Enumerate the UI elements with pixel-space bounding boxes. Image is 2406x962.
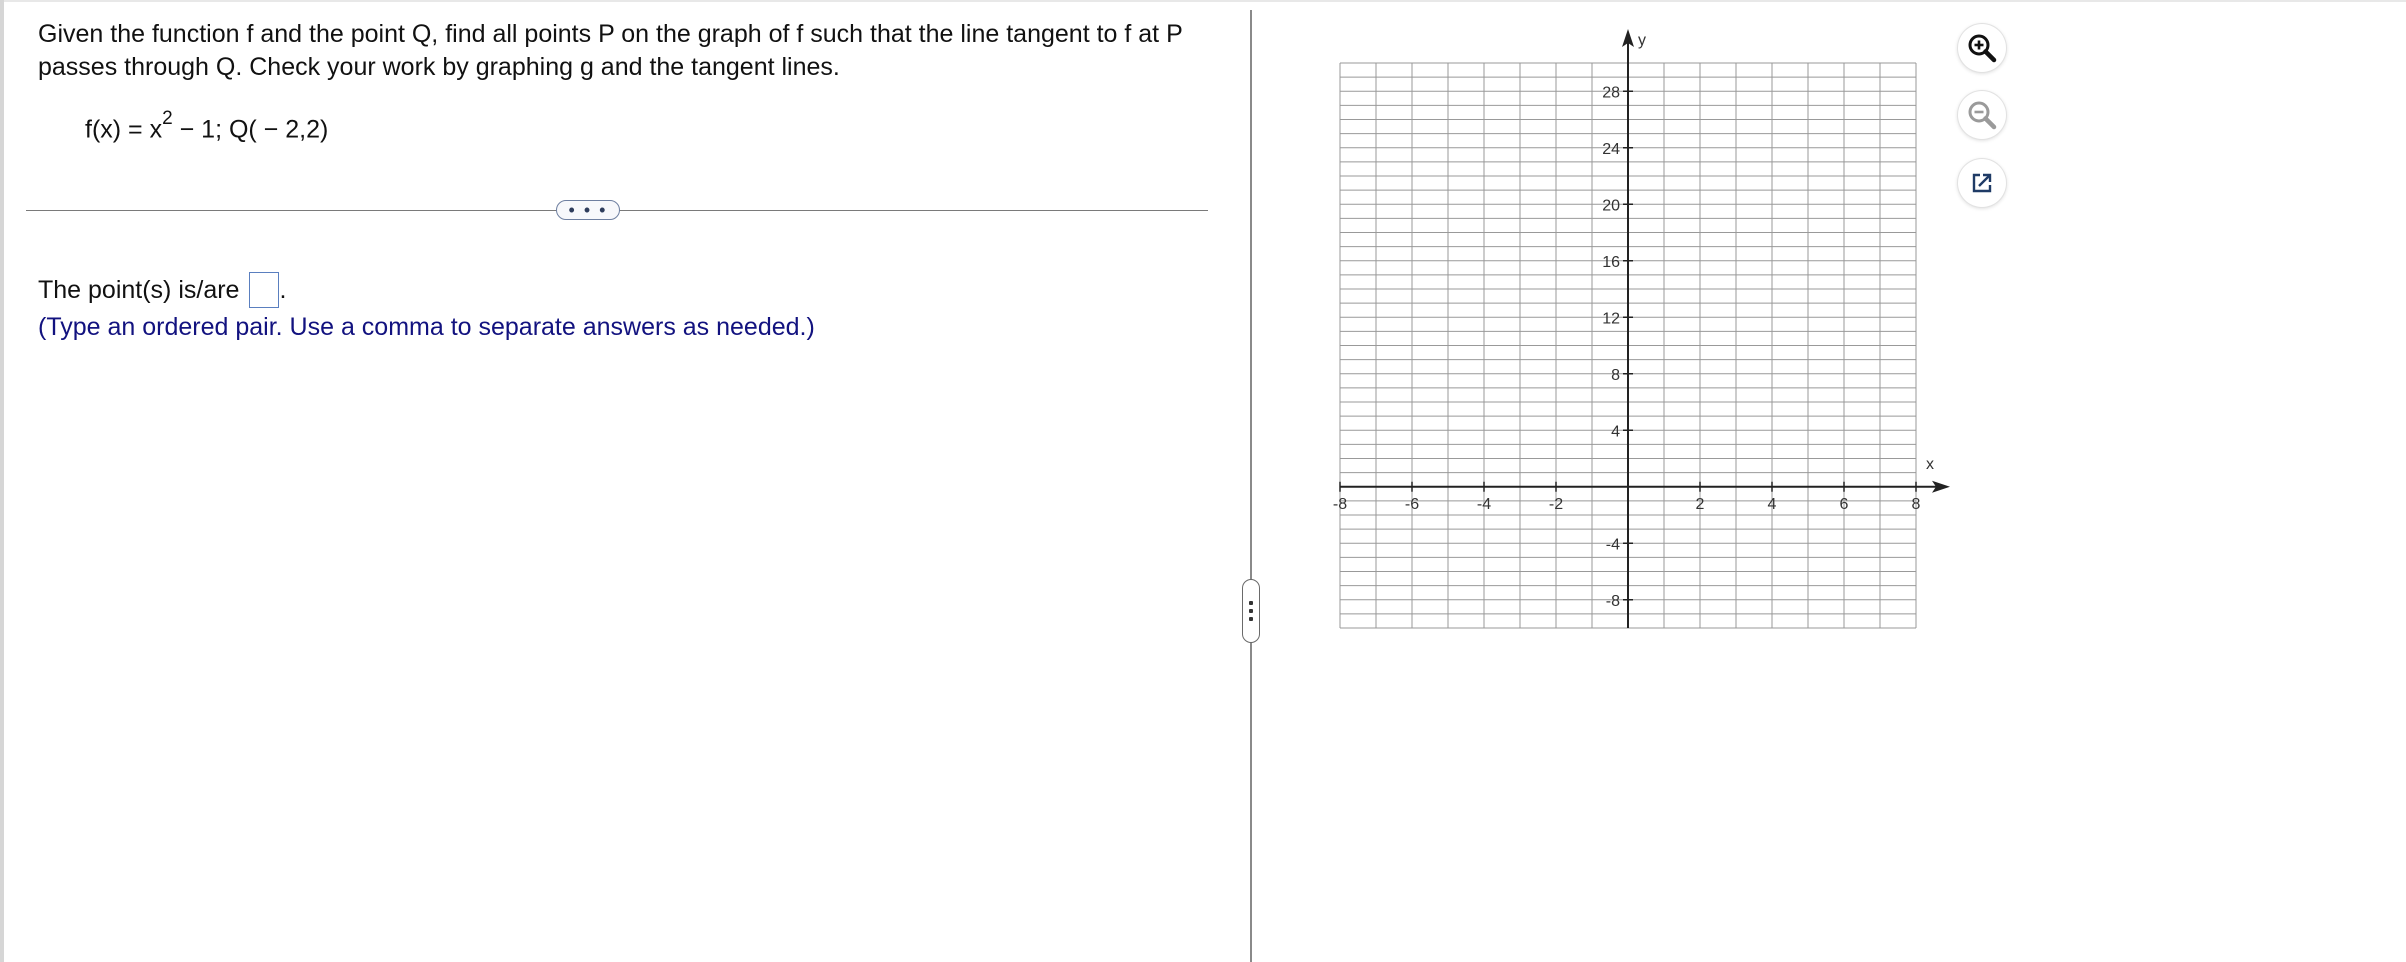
x-tick-label: -4: [1476, 495, 1492, 513]
x-tick-label: 4: [1767, 495, 1777, 513]
answer-prompt: The point(s) is/are: [38, 275, 240, 304]
y-tick-label: -8: [1605, 592, 1620, 610]
x-tick-label: 2: [1695, 495, 1705, 513]
x-axis-label: x: [1926, 455, 1934, 473]
handle-dot: [1249, 617, 1253, 621]
answer-line: [38, 272, 286, 308]
answer-input[interactable]: [249, 272, 279, 308]
zoom-in-button[interactable]: [1958, 24, 2006, 72]
zoom-out-icon: [1965, 98, 1999, 132]
formula-suffix: − 1; Q( − 2,2): [172, 115, 329, 144]
answer-period: .: [279, 275, 287, 304]
axes: [1340, 29, 1950, 628]
x-tick-label: -6: [1404, 495, 1420, 513]
y-tick-label: 4: [1611, 423, 1620, 441]
question-text: Given the function f and the point Q, find all points P on the graph of f such that the line tangent to f at P passes through Q. Check your work by graphing g and the tangent lines.: [38, 20, 1183, 81]
coordinate-graph[interactable]: [1320, 20, 1970, 630]
x-tick-label: -2: [1548, 495, 1564, 513]
x-tick-label: 8: [1911, 495, 1921, 513]
y-axis-label: y: [1638, 32, 1646, 49]
answer-hint: (Type an ordered pair. Use a comma to separate answers as needed.): [38, 313, 815, 341]
show-more-button[interactable]: • • •: [556, 200, 620, 220]
y-tick-label: 28: [1602, 84, 1620, 102]
y-tick-label: 12: [1602, 310, 1620, 328]
open-external-button[interactable]: [1958, 159, 2006, 207]
y-tick-label: -4: [1605, 536, 1620, 554]
external-link-icon: [1967, 168, 1997, 198]
y-tick-label: 24: [1602, 140, 1620, 158]
zoom-in-icon: [1965, 31, 1999, 65]
zoom-out-button[interactable]: [1958, 91, 2006, 139]
x-tick-label: 6: [1839, 495, 1849, 513]
pane-resize-handle[interactable]: [1242, 579, 1260, 643]
y-tick-label: 8: [1611, 366, 1620, 384]
y-tick-label: 16: [1602, 253, 1620, 271]
formula-prefix: f(x) = x: [85, 115, 163, 144]
handle-dot: [1249, 609, 1253, 613]
handle-dot: [1249, 601, 1253, 605]
formula-exponent: 2: [162, 108, 173, 129]
y-tick-label: 20: [1602, 197, 1620, 215]
x-tick-label: -8: [1332, 495, 1348, 513]
function-formula: [85, 108, 329, 144]
top-border: [0, 0, 2406, 2]
left-border: [0, 0, 4, 962]
pane-divider: [1250, 10, 1252, 962]
